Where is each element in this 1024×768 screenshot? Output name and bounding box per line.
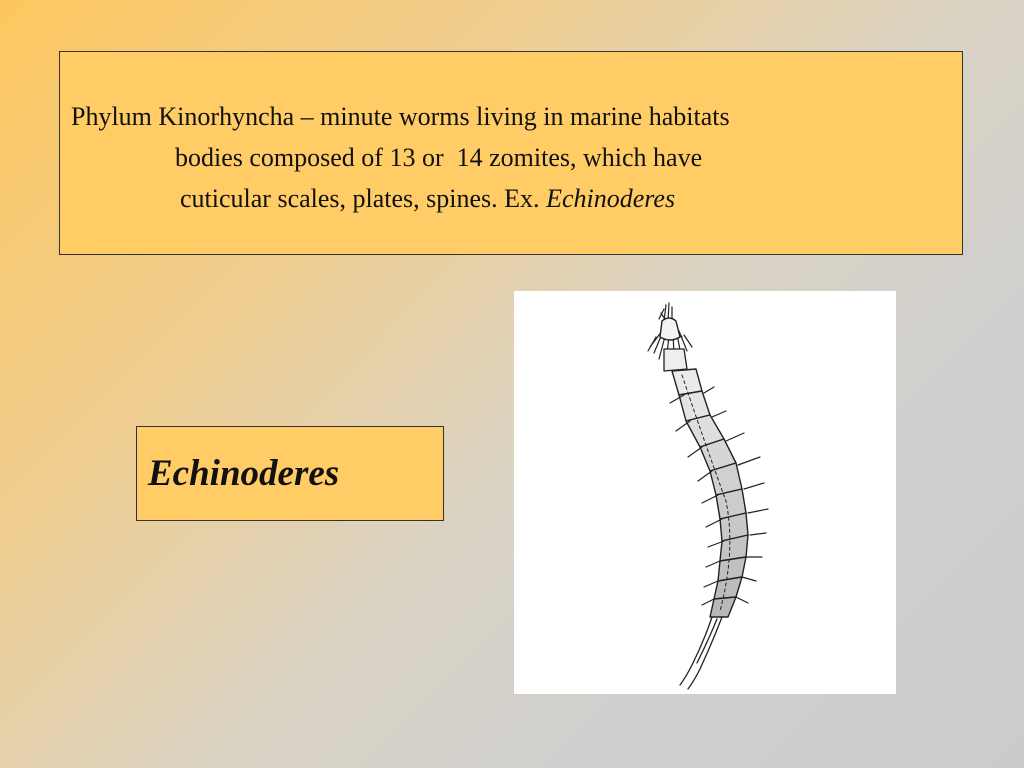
description-text	[60, 96, 962, 219]
neck	[664, 349, 687, 371]
description-line-3-text: cuticular scales, plates, spines. Ex.	[180, 184, 547, 213]
description-box	[59, 51, 963, 255]
body-segments	[672, 369, 748, 617]
head	[660, 318, 680, 340]
kinorhynch-drawing	[514, 291, 896, 694]
description-line-2: bodies composed of 13 or 14 zomites, which have	[175, 143, 703, 172]
description-line-3	[60, 178, 962, 219]
tail-spines	[680, 617, 722, 689]
species-label: Echinoderes	[148, 453, 340, 494]
species-label-box	[136, 426, 444, 521]
description-line-1: Phylum Kinorhyncha – minute worms living in marine habitats	[71, 102, 730, 131]
description-species-name: Echinoderes	[546, 184, 676, 213]
echinoderes-illustration	[514, 291, 896, 694]
